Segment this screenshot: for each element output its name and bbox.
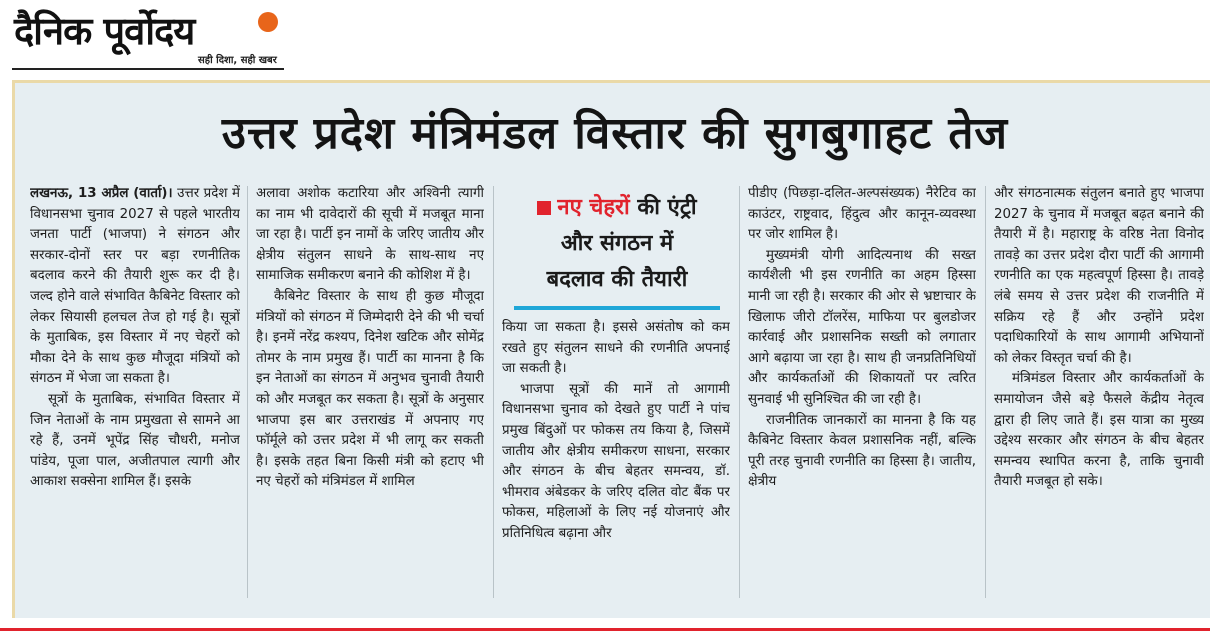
red-square-icon: [537, 201, 551, 215]
column-paragraph: पीडीए (पिछड़ा-दलित-अल्पसंख्यक) नैरेटिव का काउंटर, राष्ट्रवाद, हिंदुत्व और कानून-व्यवस्था पर जोर शामिल है।: [748, 186, 976, 243]
article-column-5: [994, 184, 1204, 602]
column-paragraph: अलावा अशोक कटारिया और अश्विनी त्यागी का नाम भी दावेदारों की सूची में मजबूत माना जा रहा है। पार्टी इन नामों के जरिए जातीय और क्षेत्रीय संतुलन साधने के साथ-साथ नए सामाजिक समीकरण बनाने की कोशिश में है।: [256, 186, 484, 284]
logo-dot-icon: [258, 12, 278, 32]
column-paragraph: भाजपा सूत्रों की मानें तो आगामी विधानसभा चुनाव को देखते हुए पार्टी ने पांच प्रमुख बिंदुओं पर फोकस तय किया है, जिसमें जातीय और क्षेत्रीय समीकरण साधना, सरकार और संगठन के बीच बेहतर समन्वय, डॉ. भीमराव अंबेडकर के जरिए दलित वोट बैंक पर फोकस, महिलाओं के लिए नई योजनाएं और प्रतिनिधित्व बढ़ाना और: [502, 381, 730, 541]
column-paragraph: किया जा सकता है। इससे असंतोष को कम रखते हुए संतुलन साधने की रणनीति अपनाई जा सकती है।: [502, 320, 730, 377]
subheading-line-1: [514, 190, 720, 226]
column-paragraph: मंत्रिमंडल विस्तार और कार्यकर्ताओं के समायोजन जैसे बड़े फैसले केंद्रीय नेतृत्व द्वारा ही लिए जाते हैं। इस यात्रा का मुख्य उद्देश्य सरकार और संगठन के बीच बेहतर समन्वय स्थापित करना है, ताकि चुनावी तैयारी मजबूत हो सके।: [994, 371, 1204, 490]
column-paragraph: कैबिनेट विस्तार के साथ ही कुछ मौजूदा मंत्रियों को संगठन में जिम्मेदारी देने की भी चर्चा है। इनमें नरेंद्र कश्यप, दिनेश खटिक और सोमेंद्र तोमर के नाम प्रमुख हैं। पार्टी का मानना है कि इन नेताओं का संगठन में अनुभव चुनावी तैयारी को और मजबूत कर सकता है। सूत्रों के अनुसार भाजपा इस बार उत्तराखंड में अपनाए गए फॉर्मूले को उत्तर प्रदेश में भी लागू कर सकती है। इसके तहत बिना किसी मंत्री को हटाए भी नए चेहरों को मंत्रिमंडल में शामिल: [256, 288, 484, 490]
column-divider: [739, 186, 740, 598]
dateline: लखनऊ, 13 अप्रैल (वार्ता)।: [30, 186, 173, 201]
column-paragraph: सूत्रों के मुताबिक, संभावित विस्तार में जिन नेताओं के नाम प्रमुखता से सामने आ रहे हैं, उनमें भूपेंद्र सिंह चौधरी, मनोज पांडेय, पूजा पाल, अजीतपाल त्यागी और आकाश सक्सेना शामिल हैं। इसके: [30, 391, 240, 490]
newspaper-tagline: सही दिशा, सही खबर: [198, 55, 277, 66]
column-divider: [985, 186, 986, 598]
masthead-divider: [12, 68, 284, 70]
paragraph-text: उत्तर प्रदेश में विधानसभा चुनाव 2027 से पहले भारतीय जनता पार्टी (भाजपा) ने संगठन और सरकार-दोनों स्तर पर बड़ा रणनीतिक बदलाव करने की तैयारी शुरू कर दी है। जल्द होने वाले संभावित कैबिनेट विस्तार को लेकर सियासी हलचल तेज हो गई है। सूत्रों के मुताबिक, इस विस्तार में नए चेहरों को मौका देने के साथ कुछ मौजूदा मंत्रियों को संगठन में भेजा जा सकता है।: [30, 186, 240, 387]
article-column-4: [748, 184, 976, 602]
subheading-underline: [514, 306, 720, 310]
column-paragraph: मुख्यमंत्री योगी आदित्यनाथ की सख्त कार्यशैली भी इस रणनीति का अहम हिस्सा मानी जा रही है। सरकार की ओर से भ्रष्टाचार के खिलाफ जीरो टॉलरेंस, माफिया पर बुलडोजर कार्रवाई और प्रशासनिक सख्ती को लगातार आगे बढ़ाया जा रहा है। साथ ही जनप्रतिनिधियों और कार्यकर्ताओं की शिकायतों पर त्वरित सुनवाई भी सुनिश्चित की जा रही है।: [748, 247, 976, 407]
article-column-2: [256, 184, 484, 602]
column-divider: [493, 186, 494, 598]
column-divider: [247, 186, 248, 598]
subheading-line-2: और संगठन में: [560, 231, 674, 256]
column-paragraph: [30, 184, 240, 390]
article-column-3: [502, 318, 730, 602]
subheading-line-3: बदलाव की तैयारी: [546, 267, 688, 292]
column-paragraph: राजनीतिक जानकारों का मानना है कि यह कैबिनेट विस्तार केवल प्रशासनिक नहीं, बल्कि पूरी तरह चुनावी रणनीति का हिस्सा है। जातीय, क्षेत्रीय: [748, 412, 976, 490]
column-paragraph: और संगठनात्मक संतुलन बनाते हुए भाजपा 2027 के चुनाव में मजबूत बढ़त बनाने की तैयारी में है। महाराष्ट्र के वरिष्ठ नेता विनोद तावड़े का उत्तर प्रदेश दौरा पार्टी की आगामी रणनीति का एक महत्वपूर्ण हिस्सा है। तावड़े लंबे समय से उत्तर प्रदेश की राजनीति में सक्रिय रहे हैं और उन्होंने प्रदेश पदाधिकारियों के साथ आगामी अभियानों को लेकर विस्तृत चर्चा की है।: [994, 186, 1204, 366]
newspaper-logo[interactable]: दैनिक पूर्वोदय: [14, 9, 195, 53]
masthead: [0, 0, 1210, 78]
article-headline: उत्तर प्रदेश मंत्रिमंडल विस्तार की सुगबुगाहट तेज: [221, 108, 1009, 159]
bottom-accent-rule: [0, 628, 1210, 631]
article-column-1: [30, 184, 240, 602]
subheading-accent: नए चेहरों: [557, 195, 630, 220]
subheading-text: की एंट्री: [629, 195, 697, 220]
article-subheading: [514, 190, 720, 298]
